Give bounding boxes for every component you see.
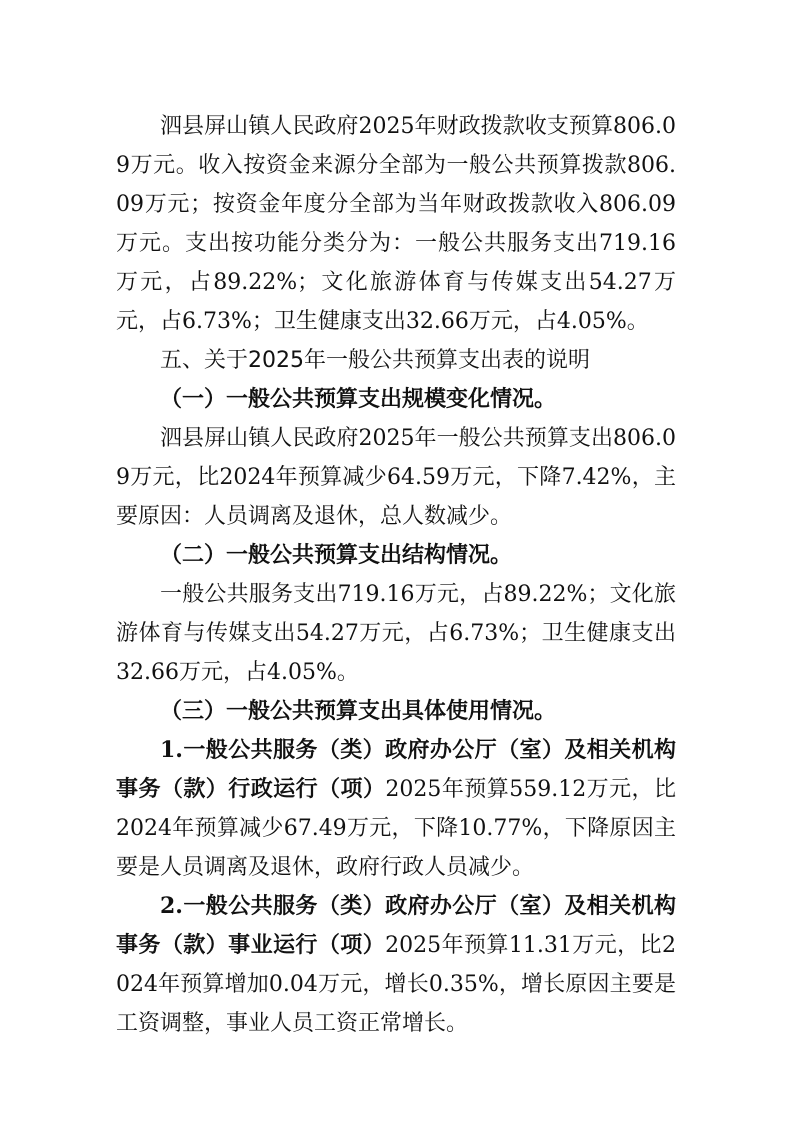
subsection-one-title: （一）一般公共预算支出规模变化情况。 [160, 386, 557, 412]
item-two-title: 2.一般公共服务（类）政府办公厅（室）及相关机构事务（款）事业运行（项） [116, 893, 676, 958]
subsection-two-text: 一般公共服务支出719.16万元，占89.22%；文化旅游体育与传媒支出54.27万元，占6.73%；卫生健康支出32.66万元，占4.05%。 [116, 582, 676, 685]
section-five-heading: 五、关于2025年一般公共预算支出表的说明 [160, 348, 590, 373]
subsection-two-title: （二）一般公共预算支出结构情况。 [160, 542, 513, 568]
item-two-text: 2025年预算11.31万元，比2024年预算增加0.04万元，增长0.35%，增长原因主要是工资调整，事业人员工资正常增长。 [116, 933, 676, 1036]
item-two-paragraph [116, 887, 676, 1043]
item-one-title: 1.一般公共服务（类）政府办公厅（室）及相关机构事务（款）行政运行（项） [116, 737, 676, 802]
subsection-three-title: （三）一般公共预算支出具体使用情况。 [160, 698, 557, 724]
item-one-text: 2025年预算559.12万元，比2024年预算减少67.49万元，下降10.77%，下降原因主要是人员调离及退休，政府行政人员减少。 [116, 777, 676, 880]
item-one-paragraph [116, 731, 676, 887]
budget-summary-paragraph: 泗县屏山镇人民政府2025年财政拨款收支预算806.09万元。收入按资金来源分全部为一般公共预算拨款806.09万元；按资金年度分全部为当年财政拨款收入806.09万元。支出按功能分类分为：一般公共服务支出719.16万元，占89.22%；文化旅游体育与传媒支出54.27万元，占6.73%；卫生健康支出32.66万元，占4.05%。 [116, 114, 676, 334]
subsection-one-text: 泗县屏山镇人民政府2025年一般公共预算支出806.09万元，比2024年预算减少64.59万元，下降7.42%，主要原因：人员调离及退休，总人数减少。 [116, 426, 676, 529]
